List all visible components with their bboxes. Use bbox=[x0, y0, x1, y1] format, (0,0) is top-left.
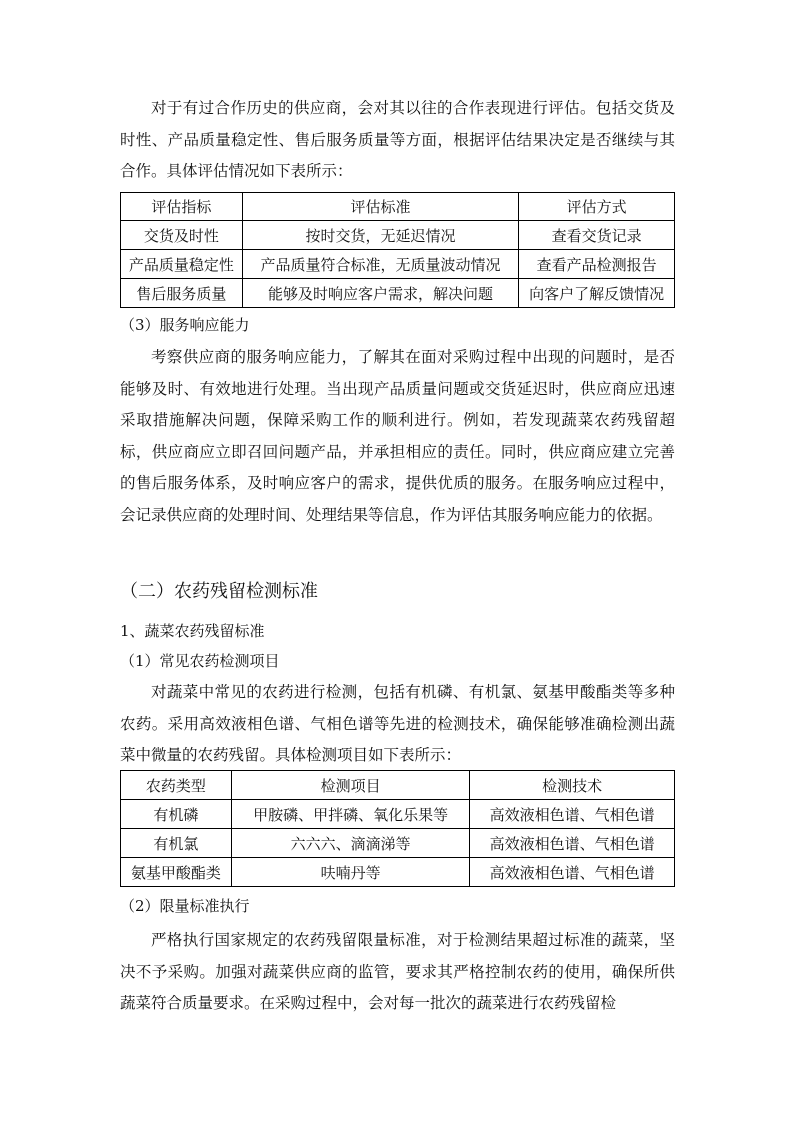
table-cell: 有机磷 bbox=[121, 800, 232, 829]
table-header-cell: 评估指标 bbox=[121, 193, 243, 221]
table-row bbox=[121, 829, 675, 858]
table-row bbox=[121, 800, 675, 829]
table-row bbox=[121, 858, 675, 887]
subheading-limits: （2）限量标准执行 bbox=[120, 897, 250, 915]
table-cell: 呋喃丹等 bbox=[231, 858, 470, 887]
table-cell: 高效液相色谱、气相色谱 bbox=[470, 829, 675, 858]
section-heading: （二）农药残留检测标准 bbox=[120, 581, 318, 602]
table-cell: 高效液相色谱、气相色谱 bbox=[470, 858, 675, 887]
table-header-row bbox=[121, 771, 675, 800]
table-cell: 按时交货，无延迟情况 bbox=[242, 221, 518, 250]
table-row bbox=[121, 221, 675, 250]
items-paragraph: 对蔬菜中常见的农药进行检测，包括有机磷、有机氯、氨基甲酸酯类等多种农药。采用高效液相色谱、气相色谱等先进的检测技术，确保能够准确检测出蔬菜中微量的农药残留。具体检测项目如下表所示： bbox=[120, 683, 675, 764]
table-cell: 能够及时响应客户需求，解决问题 bbox=[242, 279, 518, 308]
table-cell: 售后服务质量 bbox=[121, 279, 243, 308]
subsection-heading: 1、蔬菜农药残留标准 bbox=[120, 622, 265, 640]
limits-paragraph: 严格执行国家规定的农药残留限量标准，对于检测结果超过标准的蔬菜，坚决不予采购。加强对蔬菜供应商的监管，要求其严格控制农药的使用，确保所供蔬菜符合质量要求。在采购过程中，会对每一批次的蔬菜进行农药残留检 bbox=[120, 931, 675, 1012]
table-cell: 查看交货记录 bbox=[519, 221, 675, 250]
table-header-cell: 检测项目 bbox=[231, 771, 470, 800]
subheading-service: （3）服务响应能力 bbox=[120, 316, 250, 334]
table-row bbox=[121, 279, 675, 308]
table-cell: 产品质量稳定性 bbox=[121, 250, 243, 279]
table-row bbox=[121, 250, 675, 279]
table-cell: 交货及时性 bbox=[121, 221, 243, 250]
table-header-cell: 农药类型 bbox=[121, 771, 232, 800]
table-header-cell: 评估方式 bbox=[519, 193, 675, 221]
table-header-cell: 评估标准 bbox=[242, 193, 518, 221]
table-cell: 高效液相色谱、气相色谱 bbox=[470, 800, 675, 829]
table-header-cell: 检测技术 bbox=[470, 771, 675, 800]
table-header-row bbox=[121, 193, 675, 221]
evaluation-table bbox=[120, 192, 675, 308]
pesticide-table bbox=[120, 770, 675, 887]
table-cell: 甲胺磷、甲拌磷、氧化乐果等 bbox=[231, 800, 470, 829]
service-paragraph: 考察供应商的服务响应能力，了解其在面对采购过程中出现的问题时，是否能够及时、有效地进行处理。当出现产品质量问题或交货延迟时，供应商应迅速采取措施解决问题，保障采购工作的顺利进行。例如，若发现蔬菜农药残留超标，供应商应立即召回问题产品，并承担相应的责任。同时，供应商应建立完善的售后服务体系，及时响应客户的需求，提供优质的服务。在服务响应过程中，会记录供应商的处理时间、处理结果等信息，作为评估其服务响应能力的依据。 bbox=[120, 348, 675, 524]
intro-paragraph: 对于有过合作历史的供应商，会对其以往的合作表现进行评估。包括交货及时性、产品质量稳定性、售后服务质量等方面，根据评估结果决定是否继续与其合作。具体评估情况如下表所示： bbox=[120, 99, 675, 180]
table-cell: 氨基甲酸酯类 bbox=[121, 858, 232, 887]
table-cell: 产品质量符合标准，无质量波动情况 bbox=[242, 250, 518, 279]
table-cell: 有机氯 bbox=[121, 829, 232, 858]
table-cell: 六六六、滴滴涕等 bbox=[231, 829, 470, 858]
table-cell: 向客户了解反馈情况 bbox=[519, 279, 675, 308]
table-cell: 查看产品检测报告 bbox=[519, 250, 675, 279]
subheading-items: （1）常见农药检测项目 bbox=[120, 652, 280, 670]
